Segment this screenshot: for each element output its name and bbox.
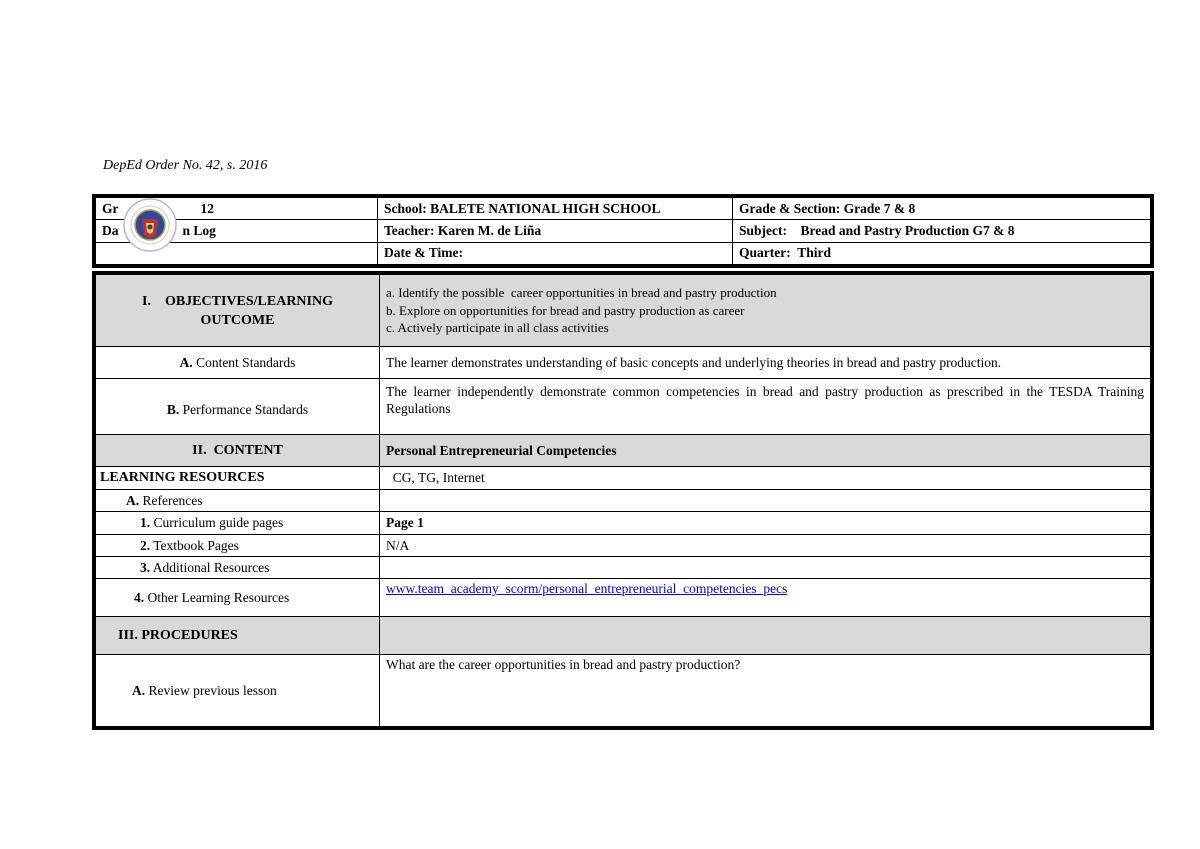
additional-label: 3. Additional Resources (96, 557, 380, 579)
objectives-heading: I. OBJECTIVES/LEARNING OUTCOME (96, 275, 380, 347)
references-label: A. References (96, 490, 380, 512)
textbook-row (96, 535, 1151, 557)
content-standards-row (96, 347, 1151, 379)
subject-cell: Subject: Bread and Pastry Production G7 & 8 (733, 220, 1151, 242)
references-value (380, 490, 1151, 512)
performance-standards-label: B. Performance Standards (96, 379, 380, 435)
objective-item: c. Actively participate in all class activities (386, 320, 609, 336)
other-resources-label: 4. Other Learning Resources (96, 579, 380, 617)
header-table (92, 194, 1154, 268)
review-row (96, 655, 1151, 727)
content-standards-label: A. Content Standards (96, 347, 380, 379)
procedures-heading: III. PROCEDURES (96, 617, 380, 655)
teacher-cell: Teacher: Karen M. de Liña (378, 220, 733, 242)
references-row (96, 490, 1151, 512)
performance-standards-value: The learner independently demonstrate common competencies in bread and pastry production as prescribed in the TESDA Training Regulations (380, 379, 1151, 435)
procedures-value (380, 617, 1151, 655)
content-row (96, 435, 1151, 467)
curriculum-label: 1. Curriculum guide pages (96, 512, 380, 535)
objective-item: b. Explore on opportunities for bread and pastry production as career (386, 302, 745, 318)
quarter-cell: Quarter: Third (733, 242, 1151, 264)
learning-resources-heading: LEARNING RESOURCES (96, 467, 380, 490)
other-resources-value (380, 579, 1151, 617)
grades-cell: Gr 12 (96, 198, 378, 220)
objective-item: a. Identify the possible career opportunities in bread and pastry production (386, 285, 777, 301)
lesson-log-cell: Da n Log (96, 220, 378, 242)
other-resources-link[interactable]: www.team_academy_scorm/personal_entrepreneurial_competencies_pecs (386, 581, 788, 596)
textbook-value: N/A (380, 535, 1151, 557)
textbook-label: 2. Textbook Pages (96, 535, 380, 557)
additional-value (380, 557, 1151, 579)
procedures-row (96, 617, 1151, 655)
curriculum-row (96, 512, 1151, 535)
performance-standards-row (96, 379, 1151, 435)
lesson-table (92, 271, 1154, 730)
objectives-list (380, 275, 1151, 347)
deped-seal-logo (122, 197, 178, 253)
deped-order-number: DepEd Order No. 42, s. 2016 (103, 158, 268, 173)
learning-resources-value: CG, TG, Internet (380, 467, 1151, 490)
objectives-row (96, 275, 1151, 347)
curriculum-value: Page 1 (380, 512, 1151, 535)
school-cell: School: BALETE NATIONAL HIGH SCHOOL (378, 198, 733, 220)
content-heading: II. CONTENT (96, 435, 380, 467)
additional-row (96, 557, 1151, 579)
content-value: Personal Entrepreneurial Competencies (380, 435, 1151, 467)
review-value: What are the career opportunities in bread and pastry production? (380, 655, 1151, 727)
content-standards-value: The learner demonstrates understanding of basic concepts and underlying theories in bread and pastry production. (380, 347, 1151, 379)
other-resources-row (96, 579, 1151, 617)
review-label: A. Review previous lesson (96, 655, 380, 727)
date-time-cell: Date & Time: (378, 242, 733, 264)
learning-resources-row (96, 467, 1151, 490)
grade-section-cell: Grade & Section: Grade 7 & 8 (733, 198, 1151, 220)
